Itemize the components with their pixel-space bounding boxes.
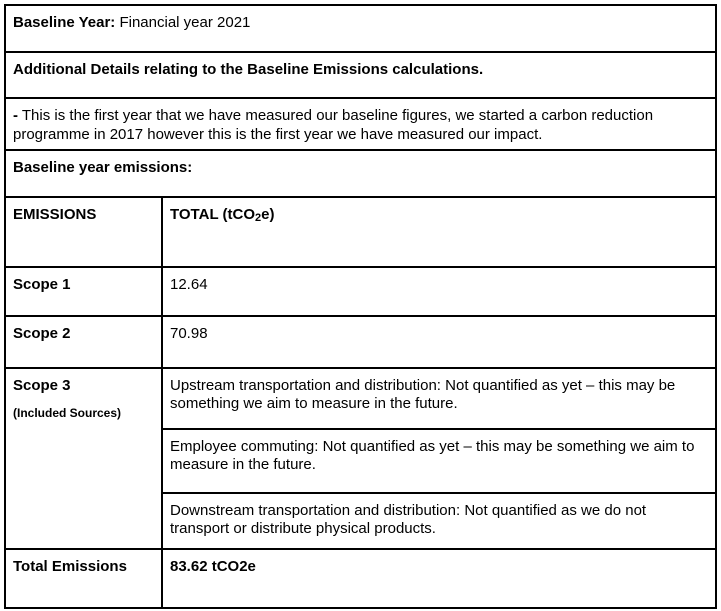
scope1-value: 12.64 [162,267,716,316]
baseline-year-row [5,5,716,52]
scope3-label: Scope 3 [13,376,71,394]
total-emissions-label: Total Emissions [5,549,162,608]
additional-details-dash: - [13,107,18,124]
additional-details-heading-row [5,52,716,98]
emissions-table-header-row [5,197,716,267]
additional-details-text-cell [5,98,716,150]
baseline-year-emissions-heading: Baseline year emissions: [5,150,716,197]
scope1-label: Scope 1 [5,267,162,316]
additional-details-text: This is the first year that we have measured our baseline figures, we started a carbon reduction programme in 2017 however this is the first year we have measured our impact. [13,107,654,143]
scope3-item-upstream: Upstream transportation and distribution: Not quantified as yet – this may be something we aim to measure in the future. [162,368,716,429]
baseline-year-cell [5,5,716,52]
total-header-subscript: 2 [255,211,262,224]
additional-details-text-row [5,98,716,150]
scope3-item-commuting: Employee commuting: Not quantified as yet – this may be something we aim to measure in the future. [162,429,716,493]
baseline-year-emissions-heading-row [5,150,716,197]
baseline-year-value: Financial year 2021 [115,14,251,31]
baseline-year-label: Baseline Year: [13,14,116,31]
scope3-label-cell [5,368,162,549]
total-header-prefix: TOTAL (tCO [170,205,255,223]
total-column-header [162,197,716,267]
total-emissions-row [5,549,716,608]
total-header-suffix: e) [261,205,275,223]
scope2-label: Scope 2 [5,316,162,368]
total-emissions-value: 83.62 tCO2e [162,549,716,608]
emissions-column-header: EMISSIONS [5,197,162,267]
scope1-row [5,267,716,316]
scope3-sublabel: (Included Sources) [13,406,122,421]
scope3-row-upstream [5,368,716,429]
baseline-emissions-table [4,4,717,609]
scope2-row [5,316,716,368]
additional-details-heading: Additional Details relating to the Baseline Emissions calculations. [5,52,716,98]
scope3-item-downstream: Downstream transportation and distribution: Not quantified as we do not transport or distribute physical products. [162,493,716,549]
scope2-value: 70.98 [162,316,716,368]
